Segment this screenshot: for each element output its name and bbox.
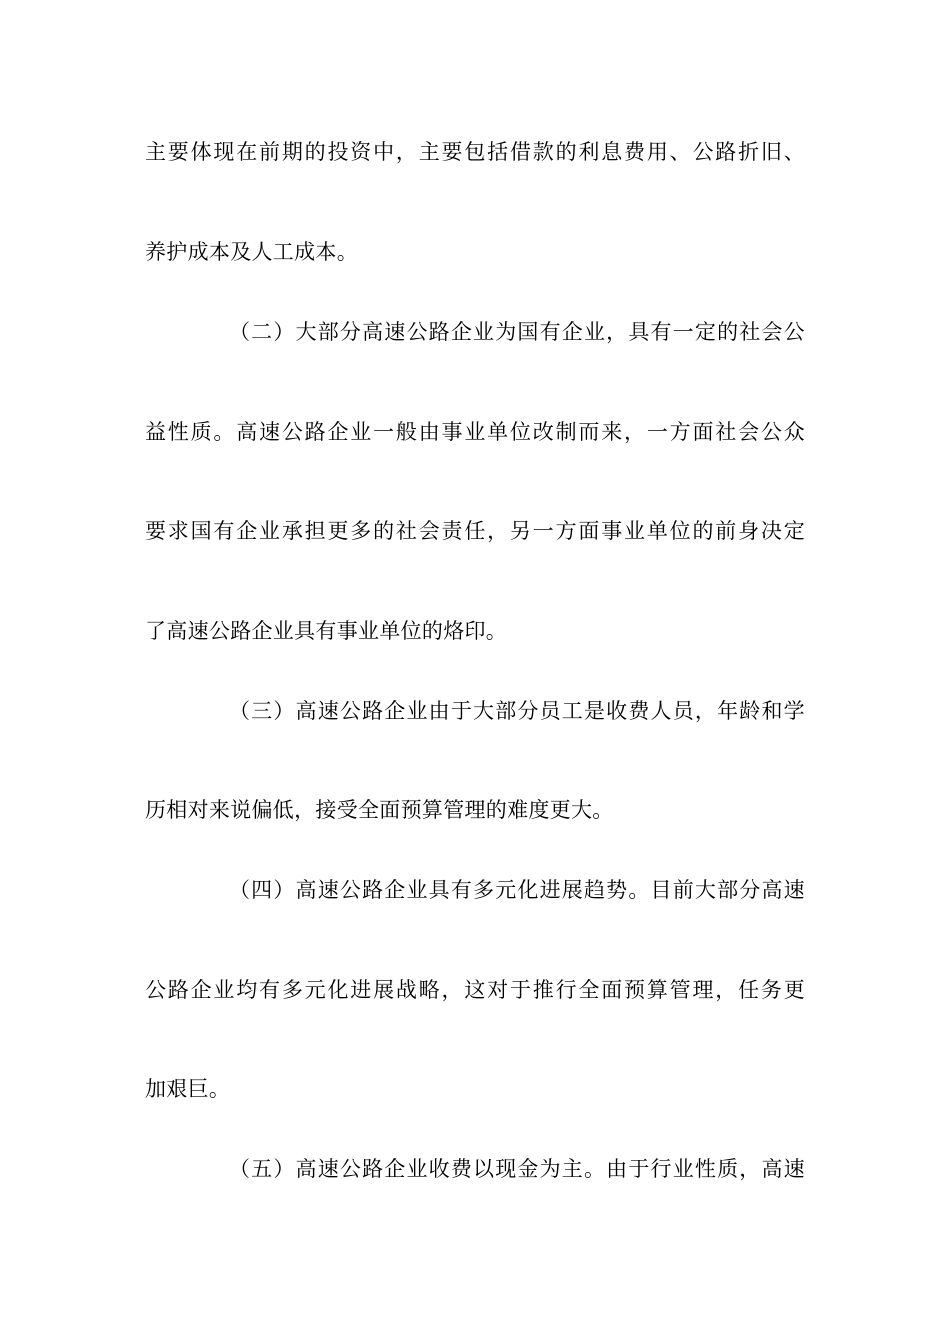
text-line: 了高速公路企业具有事业单位的烙印。 <box>145 619 508 643</box>
text-line: 主要体现在前期的投资中，主要包括借款的利息费用、公路折旧、 <box>145 140 805 164</box>
text-line: 公路企业均有多元化进展战略，这对于推行全面预算管理，任务更 <box>145 978 805 1002</box>
paragraph-heading-5: （五）高速公路企业收费以现金为主。由于行业性质，高速 <box>229 1157 805 1181</box>
text-line: 要求国有企业承担更多的社会责任，另一方面事业单位的前身决定 <box>145 519 805 543</box>
paragraph-heading-4: （四）高速公路企业具有多元化进展趋势。目前大部分高速 <box>229 878 805 902</box>
text-line: 历相对来说偏低，接受全面预算管理的难度更大。 <box>145 798 614 822</box>
paragraph-heading-2: （二）大部分高速公路企业为国有企业，具有一定的社会公 <box>229 320 805 344</box>
text-line: 益性质。高速公路企业一般由事业单位改制而来，一方面社会公众 <box>145 420 805 444</box>
text-line: 养护成本及人工成本。 <box>145 240 358 264</box>
paragraph-heading-3: （三）高速公路企业由于大部分员工是收费人员，年龄和学 <box>229 699 805 723</box>
text-line: 加艰巨。 <box>145 1077 231 1101</box>
